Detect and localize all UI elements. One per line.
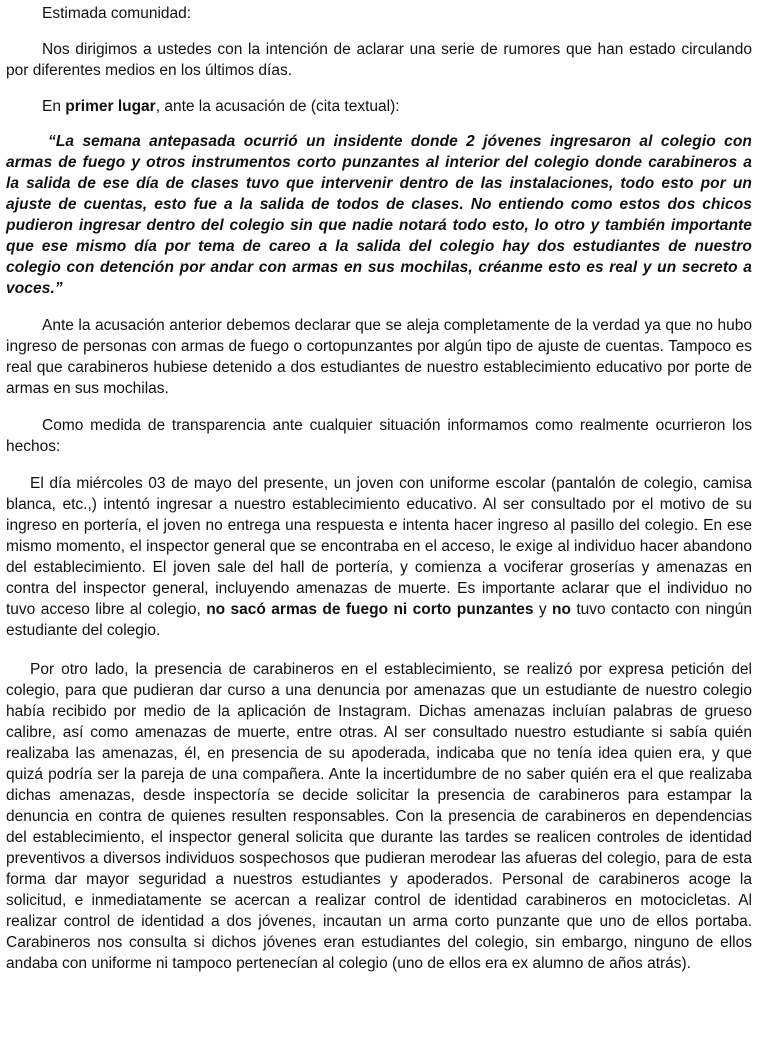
paragraph-first-point [6, 96, 752, 117]
salutation: Estimada comunidad: [42, 5, 192, 22]
paragraph-events [6, 473, 752, 641]
paragraph-first-point-rest: , ante la acusación de (cita textual): [155, 98, 400, 115]
paragraph-carabineros: Por otro lado, la presencia de carabineros en el establecimiento, se realizó por expresa petición del colegio, para que pudieran dar curso a una denuncia por amenazas que un estudiante de nuestro colegio había recibido por medio de la aplicación de Instagram. Dichas amenazas incluían palabras de grueso calibre, así como amenazas de muerte, entre otras. Al ser consultado nuestro estudiante si sabía quién realizaba las amenazas, él, en presencia de su apoderada, indicaba que no tenía idea quien era, y que quizá podría ser la pareja de una compañera. Ante la incertidumbre de no saber quién era el que realizaba dichas amenazas, desde inspectoría se decide solicitar la presencia de carabineros para estampar la denuncia en contra de quienes resulten responsables. Con la presencia de carabineros en dependencias del establecimiento, el inspector general solicita que durante las tardes se realicen controles de identidad preventivos a diversos individuos sospechosos que pudieran merodear las afueras del colegio, para de esta forma dar mayor seguridad a nuestros estudiantes y apoderados. Personal de carabineros acoge la solicitud, e inmediatamente se acercan a realizar control de identidad carabineros en motocicletas. Al realizar control de identidad a dos jóvenes, incautan un arma corto punzante que uno de ellos portaba. Carabineros nos consulta si dichos jóvenes eran estudiantes del colegio, sin embargo, ninguno de ellos andaba con uniforme ni tampoco pertenecían al colegio (uno de ellos era ex alumno de años atrás). [6, 661, 752, 972]
paragraph-events-conjunction: y [533, 601, 553, 618]
letter-document [6, 0, 752, 974]
paragraph-events-text: El día miércoles 03 de mayo del presente, un joven con uniforme escolar (pantalón de colegio, camisa blanca, etc.,) intentó ingresar a nuestro establecimiento educativo. Al ser consultado por el motivo de su ingreso en portería, el joven no entrega una respuesta e intenta hacer ingreso al pasillo del colegio. En ese mismo momento, el inspector general que se encontraba en el acceso, le exige al individuo hacer abandono del establecimiento. El joven sale del hall de portería, y comienza a vociferar groserías y amenazas en contra del inspector general, incluyendo amenazas de muerte. Es importante aclarar que el individuo no tuvo acceso libre al colegio, [6, 475, 752, 618]
paragraph-first-point-lead: En [42, 98, 66, 115]
paragraph-transparency: Como medida de transparencia ante cualquier situación informamos como realmente ocurrieron los hechos: [6, 417, 752, 455]
quoted-accusation: “La semana antepasada ocurrió un insidente donde 2 jóvenes ingresaron al colegio con armas de fuego y otros instrumentos corto punzantes al interior del colegio donde carabineros a la salida de ese día de clases tuvo que intervenir dentro de las instalaciones, todo esto por un ajuste de cuentas, esto fue a la salida de todos de clases. No entiendo como estos dos chicos pudieron ingresar dentro del colegio sin que nadie notará todo esto, lo otro y también importante que ese mismo día por tema de careo a la salida del colegio hay dos estudiantes de nuestro colegio con detención por andar con armas en sus mochilas, créanme esto es real y un secreto a voces.” [6, 133, 752, 297]
events-bold-no: no [552, 601, 571, 618]
events-bold-no-weapons: no sacó armas de fuego ni corto punzantes [206, 601, 534, 618]
paragraph-intro: Nos dirigimos a ustedes con la intención de aclarar una serie de rumores que han estado circulando por diferentes medios en los últimos días. [6, 41, 752, 79]
paragraph-response: Ante la acusación anterior debemos declarar que se aleja completamente de la verdad ya que no hubo ingreso de personas con armas de fuego o cortopunzantes por algún tipo de ajuste de cuentas. Tampoco es real que carabineros hubiese detenido a dos estudiantes de nuestro establecimiento educativo por porte de armas en sus mochilas. [6, 317, 752, 397]
first-point-bold: primer lugar [65, 98, 156, 115]
paragraph-events-end: tuvo contacto con ningún estudiante del colegio. [6, 601, 753, 639]
